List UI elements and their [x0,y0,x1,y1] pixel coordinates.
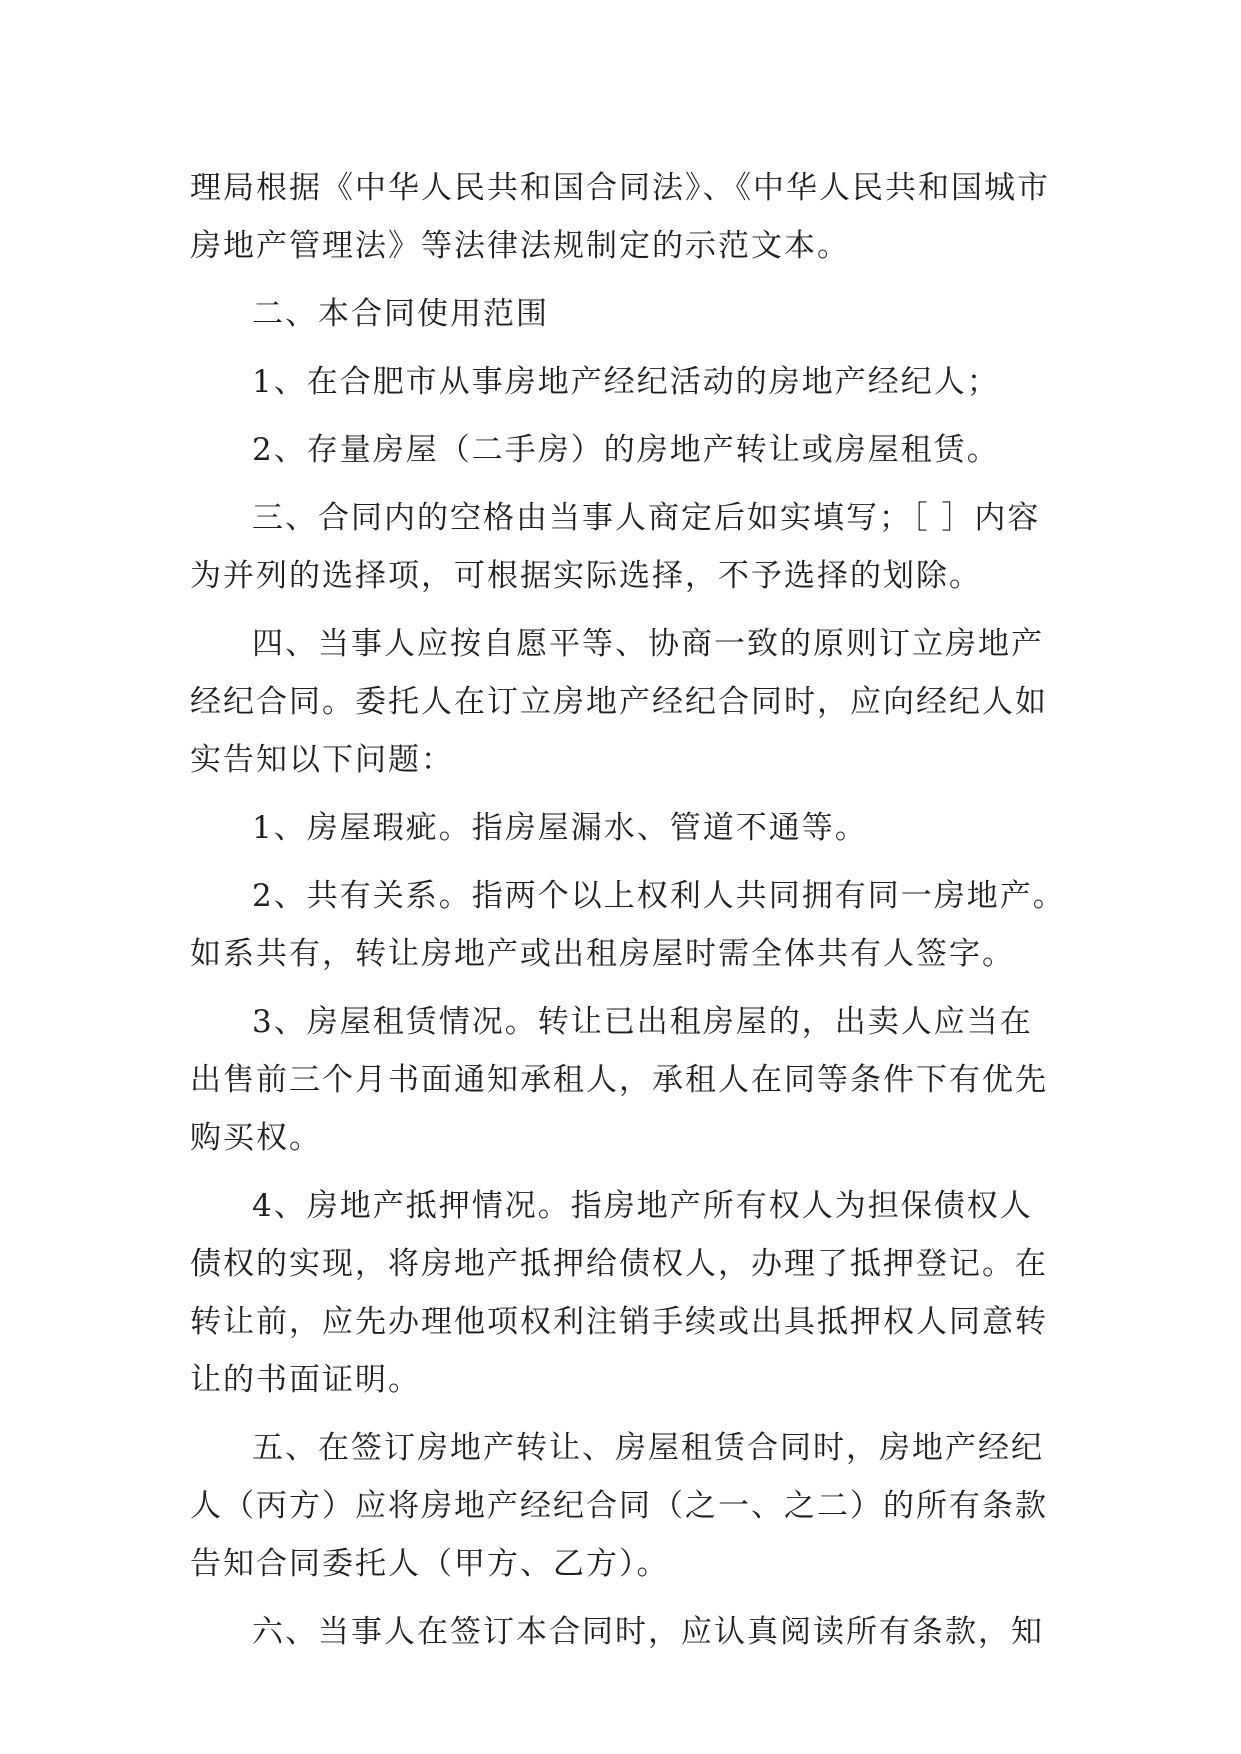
text-line: 为并列的选择项，可根据实际选择，不予选择的划除。 [190,558,982,594]
text-line: 债权的实现，将房地产抵押给债权人，办理了抵押登记。在 [190,1246,1048,1282]
text-line: 经纪合同。委托人在订立房地产经纪合同时，应向经纪人如 [190,684,1048,720]
section-heading: 二、本合同使用范围 [252,296,549,332]
text-line: 让的书面证明。 [190,1362,421,1398]
list-item: 4、房地产抵押情况。指房地产所有权人为担保债权人 [252,1188,1033,1224]
document-body [190,159,1066,1661]
text-line: 实告知以下问题： [190,742,454,778]
text-line: 理局根据《中华人民共和国合同法》、《中华人民共和国城市 [190,170,1050,206]
section-heading: 六、当事人在签订本合同时，应认真阅读所有条款，知 [252,1614,1044,1650]
list-item: 1、房屋瑕疵。指房屋漏水、管道不通等。 [252,810,868,846]
text-line: 告知合同委托人（甲方、乙方）。 [190,1546,670,1582]
text-line: 房地产管理法》等法律法规制定的示范文本。 [190,228,850,264]
section-heading: 三、合同内的空格由当事人商定后如实填写；［ ］内容 [252,500,1041,536]
text-line: 如系共有，转让房地产或出租房屋时需全体共有人签字。 [190,936,1015,972]
text-line: 人（丙方）应将房地产经纪合同（之一、之二）的所有条款 [190,1488,1048,1524]
list-item: 2、共有关系。指两个以上权利人共同拥有同一房地产。 [252,878,1066,914]
text-line: 购买权。 [190,1120,322,1156]
section-heading: 五、在签订房地产转让、房屋租赁合同时，房地产经纪 [252,1430,1044,1466]
section-heading: 四、当事人应按自愿平等、协商一致的原则订立房地产 [252,626,1044,662]
list-item: 3、房屋租赁情况。转让已出租房屋的，出卖人应当在 [252,1004,1033,1040]
text-line: 出售前三个月书面通知承租人，承租人在同等条件下有优先 [190,1062,1048,1098]
text-line: 转让前，应先办理他项权利注销手续或出具抵押权人同意转 [190,1304,1048,1340]
list-item: 2、存量房屋（二手房）的房地产转让或房屋租赁。 [252,432,1000,468]
list-item: 1、在合肥市从事房地产经纪活动的房地产经纪人； [252,364,1000,400]
